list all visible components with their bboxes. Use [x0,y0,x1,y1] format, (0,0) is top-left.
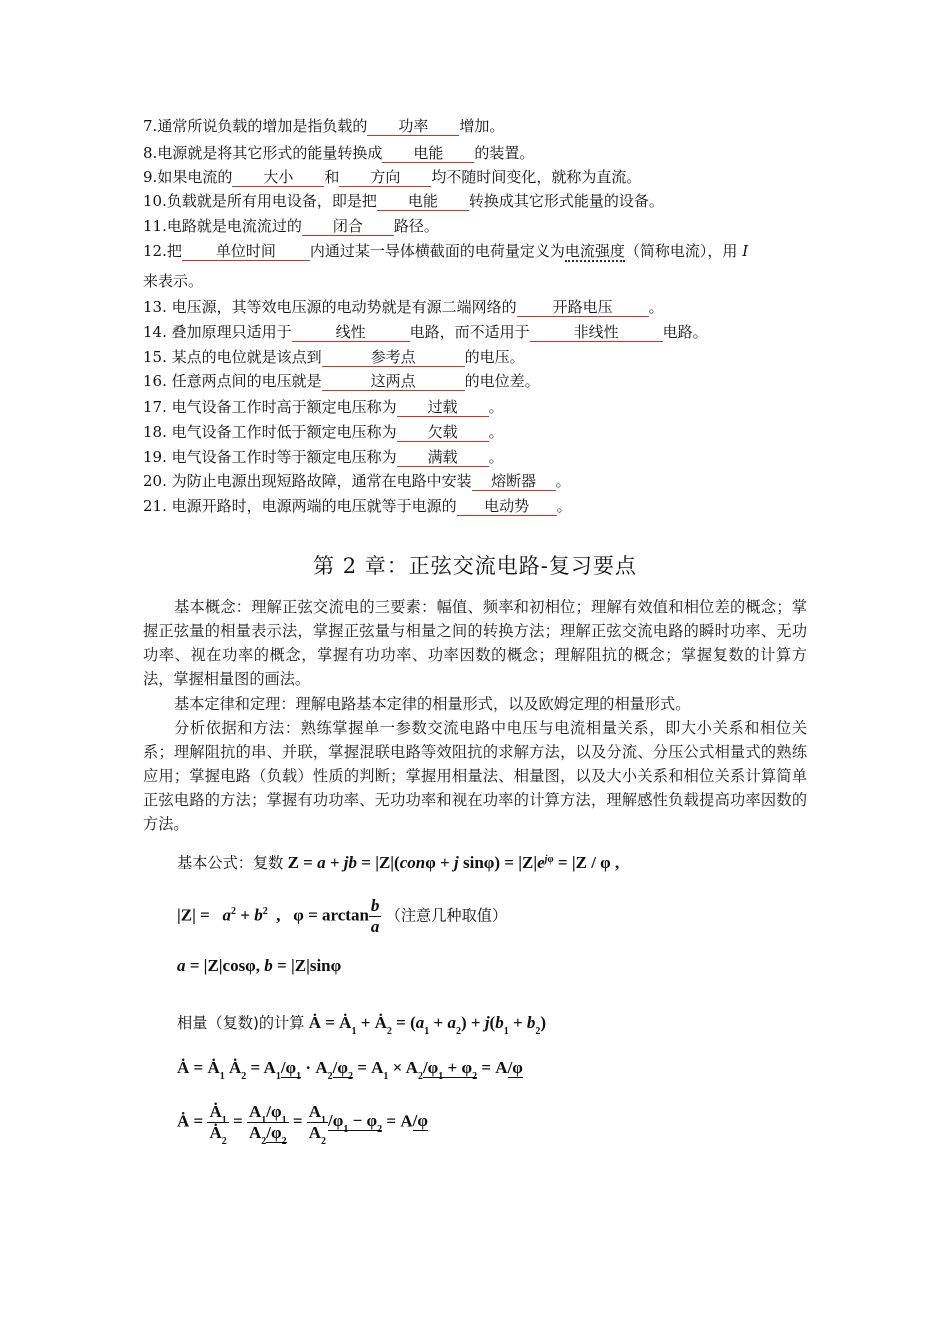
question-12-cont: 来表示。 [143,272,204,290]
answer-blank: 单位时间 [182,243,310,261]
answer-blank: 开路电压 [517,299,649,317]
formula-real-imag: a = |Z|cosφ, b = |Z|sinφ [177,956,342,975]
formula-modulus-angle: $|Z| = a^2 + b^2$ , φ = arctan $\frac{b}{a}$ （注意几种取值） [177,896,508,936]
question-7: 7.通常所说负载的增加是指负载的 功率 增加。 [143,117,505,135]
answer-blank: 熔断器 [472,473,556,491]
question-14: 14. 叠加原理只适用于 线性 电路，而不适用于 非线性 电路。 [143,323,708,341]
formula-complex-number: 基本公式：复数 Z = a + jb = |Z|(conφ + j $\sin\varphi) = |Z|e^{j\varphi} = |Z / \varphi$ , [177,853,620,872]
question-15: 15. 某点的电位就是该点到 参考点 的电压。 [143,348,525,366]
paragraph-methods: 分析依据和方法：熟练掌握单一参数交流电路中电压与电流相量关系，即大小关系和相位关系；理解阻抗的串、并联，掌握混联电路等效阻抗的求解方法，以及分流、分压公式相量式的熟练应用；掌握电路（负载）性质的判断；掌握用相量法、相量图，以及大小关系和相位关系计算简单正弦电路的方法；掌握有功功率、无功功率和视在功率的计算方法，理解感性负载提高功率因数的方法。 [143,719,807,833]
question-11: 11.电路就是电流流过的 闭合 路径。 [143,217,439,235]
question-18: 18. 电气设备工作时低于额定电压称为 欠载 。 [143,423,504,441]
formula-phasor-quotient: Ȧ = $\frac{Ȧ_1}{Ȧ_2}$ = $\frac{A_1/\varphi_1}{A_2/\varphi_2}$ = $\frac{A_1}{A_2}$ $/\varphi_1 - \varphi_2 = A/\varphi$ [177,1102,428,1147]
formula-phasor-sum: 相量（复数)的计算 Ȧ = $Ȧ_1$ + $Ȧ_2 = (a_1 + a_2) + j(b_1 + b_2)$ [177,1013,547,1037]
paragraph-basic-concepts: 基本概念：理解正弦交流电的三要素：幅值、频率和初相位；理解有效值和相位差的概念；掌握正弦量的相量表示法，掌握正弦量与相量之间的转换方法；理解正弦交流电路的瞬时功率、无功功率、视在功率的概念，掌握有功功率、功率因数的概念；理解阻抗的概念；掌握复数的计算方法，掌握相量图的画法。 [143,598,807,688]
answer-blank: 功率 [367,118,459,136]
question-19: 19. 电气设备工作时等于额定电压称为 满载 。 [143,448,504,466]
note-text: （注意几种取值） [385,906,508,925]
answer-blank: 过载 [397,399,489,417]
question-17: 17. 电气设备工作时高于额定电压称为 过载 。 [143,398,504,416]
answer-blank: 闭合 [302,218,394,236]
paragraph-laws: 基本定律和定理：理解电路基本定律的相量形式，以及欧姆定理的相量形式。 [174,695,691,713]
answer-blank: 方向 [339,169,431,187]
question-8: 8.电源就是将其它形式的能量转换成 电能 的装置。 [143,144,535,162]
question-12: 12.把 单位时间 内通过某一导体横截面的电荷量定义为电流强度（简称电流），用 I [143,242,749,260]
question-20: 20. 为防止电源出现短路故障，通常在电路中安装 熔断器 。 [143,472,571,490]
formula-phasor-product: Ȧ = $Ȧ_1$ $Ȧ_2 = A_1/\varphi_1 \cdot A_2/\varphi_2 = A_1 \times A_2/\varphi_1 + \varphi_2 = A/\varphi$ [177,1058,523,1082]
answer-blank: 电动势 [457,498,557,516]
question-21: 21. 电源开路时，电源两端的电压就等于电源的 电动势 。 [143,497,572,515]
answer-blank: 电能 [377,193,469,211]
question-10: 10.负载就是所有用电设备，即是把 电能 转换成其它形式能量的设备。 [143,192,664,210]
answer-blank: 这两点 [322,373,465,391]
answer-blank: 满载 [397,449,489,467]
answer-blank: 参考点 [322,349,465,367]
answer-blank: 非线性 [530,324,663,342]
emphasized-term: 电流强度 [564,242,625,260]
answer-blank: 电能 [382,145,474,163]
answer-blank: 欠载 [397,424,489,442]
question-9: 9.如果电流的 大小 和 方向 均不随时间变化，就称为直流。 [143,168,642,186]
answer-blank: 大小 [232,169,324,187]
chapter-title: 第 2 章：正弦交流电路-复习要点 [313,554,637,578]
question-13: 13. 电压源，其等效电压源的电动势就是有源二端网络的 开路电压 。 [143,298,664,316]
answer-blank: 线性 [292,324,410,342]
question-16: 16. 任意两点间的电压就是 这两点 的电位差。 [143,372,540,390]
